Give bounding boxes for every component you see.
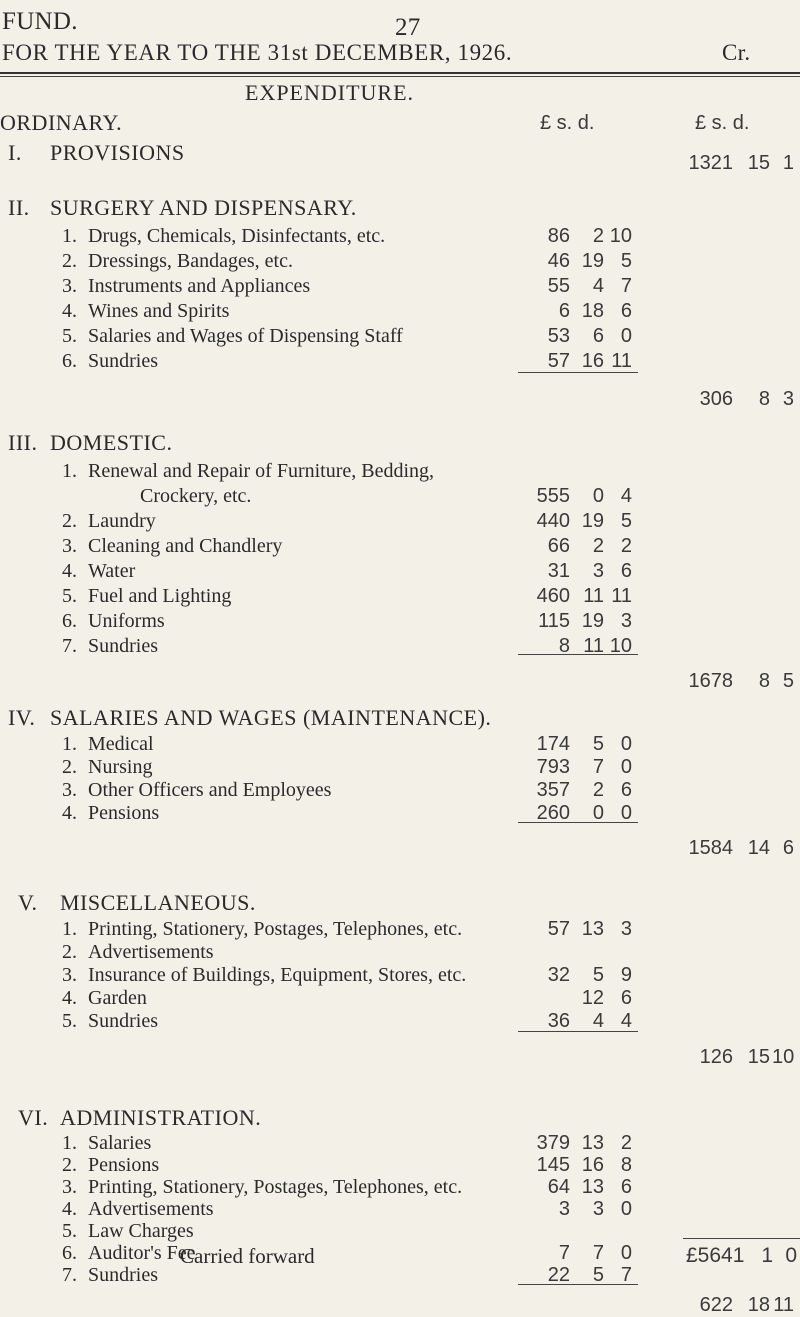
item-number: 1. — [62, 918, 77, 940]
section-title: SURGERY AND DISPENSARY. — [50, 195, 357, 220]
item-amount-pence: 4 — [620, 1010, 632, 1032]
item-amount-shillings: 2 — [592, 535, 604, 557]
item-amount-shillings: 2 — [592, 225, 604, 247]
item-label: Medical — [88, 733, 154, 755]
item-number: 2. — [62, 1154, 77, 1176]
section-numeral: II. — [8, 195, 30, 220]
item-number: 4. — [62, 1198, 77, 1220]
subtotal-rule — [518, 822, 638, 823]
item-amount-shillings: 11 — [583, 635, 604, 657]
subtotal-rule — [518, 1284, 638, 1285]
item-number: 2. — [62, 250, 77, 272]
section-numeral: VI. — [18, 1105, 49, 1130]
item-amount-shillings: 5 — [592, 964, 604, 986]
item-label: Printing, Stationery, Postages, Telephones, etc. — [88, 1176, 463, 1198]
item-number: 3. — [62, 275, 77, 297]
item-amount-shillings: 7 — [592, 1242, 604, 1264]
expenditure-heading: EXPENDITURE. — [245, 80, 415, 105]
item-number: 1. — [62, 733, 77, 755]
footer-rule — [683, 1238, 800, 1239]
item-amount-pence: 0 — [620, 1198, 632, 1220]
item-label-continued: Crockery, etc. — [140, 485, 252, 507]
section-numeral: V. — [18, 890, 38, 915]
carried-forward-pounds: £5641 — [686, 1244, 745, 1267]
item-amount-pounds: 22 — [547, 1264, 570, 1286]
section-numeral: IV. — [8, 705, 36, 730]
section-total-pence: 6 — [782, 837, 794, 859]
item-amount-shillings: 4 — [592, 1010, 604, 1032]
item-amount-shillings: 13 — [581, 918, 604, 940]
item-amount-shillings: 18 — [581, 300, 604, 322]
section-total-pounds: 1678 — [688, 670, 733, 692]
item-amount-pounds: 36 — [547, 1010, 570, 1032]
item-label: Pensions — [88, 802, 160, 824]
item-number: 2. — [62, 941, 77, 963]
item-amount-pence: 6 — [620, 987, 632, 1009]
item-label: Sundries — [88, 635, 158, 657]
item-amount-shillings: 5 — [592, 1264, 604, 1286]
section-title: ADMINISTRATION. — [60, 1105, 262, 1130]
section-total-pounds: 306 — [699, 388, 733, 410]
item-amount-pence: 0 — [620, 1242, 632, 1264]
item-number: 1. — [62, 460, 77, 482]
item-amount-pounds: 7 — [558, 1242, 570, 1264]
item-amount-shillings: 7 — [592, 756, 604, 778]
item-label: Advertisements — [88, 1198, 214, 1220]
item-number: 5. — [62, 1220, 77, 1242]
item-label: Fuel and Lighting — [88, 585, 232, 607]
item-number: 2. — [62, 510, 77, 532]
item-label: Sundries — [88, 350, 158, 372]
item-number: 7. — [62, 635, 77, 657]
item-label: Salaries and Wages of Dispensing Staff — [88, 325, 403, 347]
item-label: Auditor's Fee — [88, 1242, 196, 1264]
section-total-pounds: 126 — [699, 1046, 733, 1068]
item-amount-shillings: 13 — [581, 1176, 604, 1198]
item-number: 6. — [62, 1242, 77, 1264]
item-amount-shillings: 3 — [592, 560, 604, 582]
item-label: Advertisements — [88, 941, 214, 963]
item-amount-shillings: 13 — [581, 1132, 604, 1154]
item-amount-pounds: 6 — [558, 300, 570, 322]
section-total-pence: 3 — [782, 388, 794, 410]
section-total-pounds: 622 — [699, 1294, 733, 1316]
item-amount-shillings: 2 — [592, 779, 604, 801]
item-amount-pence: 0 — [620, 325, 632, 347]
item-amount-pounds: 174 — [536, 733, 570, 755]
item-number: 5. — [62, 1010, 77, 1032]
item-number: 6. — [62, 610, 77, 632]
item-number: 5. — [62, 585, 77, 607]
item-label: Dressings, Bandages, etc. — [88, 250, 293, 272]
item-amount-pounds: 46 — [547, 250, 570, 272]
item-amount-pounds: 115 — [538, 610, 570, 632]
item-number: 3. — [62, 964, 77, 986]
section-title: DOMESTIC. — [50, 430, 173, 455]
subtotal-rule — [518, 372, 638, 373]
item-label: Garden — [88, 987, 147, 1009]
item-amount-pounds: 460 — [536, 585, 570, 607]
column-heading-totals: £ s. d. — [695, 112, 750, 134]
item-label: Printing, Stationery, Postages, Telephones, etc. — [88, 918, 463, 940]
section-total-pence: 11 — [773, 1294, 794, 1316]
item-amount-pence: 6 — [620, 560, 632, 582]
section-numeral: I. — [8, 140, 22, 165]
period-title: FOR THE YEAR TO THE 31st DECEMBER, 1926. — [2, 40, 513, 65]
item-amount-shillings: 5 — [592, 733, 604, 755]
item-amount-shillings: 11 — [583, 585, 604, 607]
item-amount-pence: 10 — [609, 225, 632, 247]
item-amount-pounds: 440 — [536, 510, 570, 532]
item-number: 7. — [62, 1264, 77, 1286]
item-amount-pounds: 53 — [547, 325, 570, 347]
item-amount-pounds: 8 — [558, 635, 570, 657]
item-label: Renewal and Repair of Furniture, Bedding, — [88, 460, 435, 482]
item-number: 1. — [62, 1132, 77, 1154]
section-total-pounds: 1321 — [688, 152, 733, 174]
item-amount-pence: 10 — [609, 635, 632, 657]
item-amount-pounds: 31 — [547, 560, 570, 582]
item-amount-pence: 5 — [620, 510, 632, 532]
item-amount-pounds: 793 — [536, 756, 570, 778]
item-amount-pence: 2 — [620, 535, 632, 557]
item-label: Salaries — [88, 1132, 152, 1154]
ordinary-heading: ORDINARY. — [0, 110, 123, 135]
item-amount-pence: 11 — [611, 350, 632, 372]
item-number: 3. — [62, 1176, 77, 1198]
item-amount-pence: 6 — [620, 779, 632, 801]
item-amount-shillings: 6 — [592, 325, 604, 347]
item-label: Laundry — [88, 510, 156, 532]
item-amount-pounds: 55 — [547, 275, 570, 297]
item-amount-pounds: 379 — [536, 1132, 570, 1154]
item-label: Pensions — [88, 1154, 160, 1176]
carried-forward-pence: 0 — [785, 1244, 797, 1267]
item-amount-pence: 6 — [620, 300, 632, 322]
item-number: 2. — [62, 756, 77, 778]
item-amount-pounds: 260 — [536, 802, 570, 824]
fund-heading: FUND. — [2, 8, 78, 35]
item-number: 6. — [62, 350, 77, 372]
item-number: 3. — [62, 535, 77, 557]
item-number: 4. — [62, 987, 77, 1009]
item-number: 4. — [62, 300, 77, 322]
section-total-pence: 5 — [782, 670, 794, 692]
item-label: Cleaning and Chandlery — [88, 535, 283, 557]
page-number: 27 — [395, 14, 421, 41]
item-label: Drugs, Chemicals, Disinfectants, etc. — [88, 225, 386, 247]
item-amount-shillings: 4 — [592, 275, 604, 297]
section-total-pence: 10 — [772, 1046, 795, 1068]
section-total-shillings: 15 — [747, 1046, 770, 1068]
item-amount-shillings: 16 — [581, 350, 604, 372]
item-amount-pounds: 57 — [547, 918, 570, 940]
item-amount-shillings: 19 — [581, 610, 604, 632]
item-amount-pounds: 32 — [547, 964, 570, 986]
item-amount-pence: 9 — [620, 964, 632, 986]
section-title: SALARIES AND WAGES (MAINTENANCE). — [50, 705, 492, 730]
item-label: Law Charges — [88, 1220, 194, 1242]
section-total-pounds: 1584 — [688, 837, 733, 859]
subtotal-rule — [518, 1031, 638, 1032]
item-label: Nursing — [88, 756, 153, 778]
section-total-shillings: 8 — [758, 670, 770, 692]
item-amount-shillings: 19 — [581, 250, 604, 272]
item-amount-pence: 8 — [620, 1154, 632, 1176]
item-amount-pounds: 64 — [547, 1176, 570, 1198]
item-number: 5. — [62, 325, 77, 347]
section-total-shillings: 14 — [747, 837, 770, 859]
item-amount-pence: 2 — [620, 1132, 632, 1154]
item-label: Water — [88, 560, 136, 582]
item-label: Sundries — [88, 1264, 158, 1286]
carried-forward-shillings: 1 — [761, 1244, 773, 1267]
item-label: Other Officers and Employees — [88, 779, 332, 801]
item-amount-pounds: 57 — [547, 350, 570, 372]
item-amount-pounds: 86 — [547, 225, 570, 247]
item-amount-pounds: 555 — [536, 485, 570, 507]
item-amount-pence: 11 — [611, 585, 632, 607]
item-amount-pence: 3 — [620, 918, 632, 940]
item-amount-pence: 7 — [620, 1264, 632, 1286]
item-amount-shillings: 16 — [581, 1154, 604, 1176]
item-amount-pounds: 3 — [558, 1198, 570, 1220]
item-number: 1. — [62, 225, 77, 247]
section-title: MISCELLANEOUS. — [60, 890, 256, 915]
header-rule — [0, 72, 800, 74]
item-amount-shillings: 0 — [592, 485, 604, 507]
item-label: Sundries — [88, 1010, 158, 1032]
item-label: Instruments and Appliances — [88, 275, 311, 297]
item-amount-pounds: 357 — [536, 779, 570, 801]
section-total-shillings: 8 — [758, 388, 770, 410]
item-amount-pence: 0 — [620, 733, 632, 755]
column-heading-items: £ s. d. — [540, 112, 595, 134]
item-label: Uniforms — [88, 610, 165, 632]
section-total-pence: 1 — [782, 152, 794, 174]
section-total-shillings: 18 — [747, 1294, 770, 1316]
item-number: 4. — [62, 560, 77, 582]
item-amount-shillings: 3 — [592, 1198, 604, 1220]
header-rule-thin — [0, 76, 800, 77]
item-amount-pence: 5 — [620, 250, 632, 272]
item-amount-pence: 4 — [620, 485, 632, 507]
section-title: PROVISIONS — [50, 140, 185, 165]
item-number: 3. — [62, 779, 77, 801]
item-amount-pence: 0 — [620, 802, 632, 824]
subtotal-rule — [518, 654, 638, 655]
item-amount-pence: 6 — [620, 1176, 632, 1198]
item-amount-shillings: 12 — [581, 987, 604, 1009]
credit-side: Cr. — [722, 40, 751, 65]
item-amount-pence: 3 — [620, 610, 632, 632]
carried-forward-label: Carried forward — [180, 1244, 315, 1268]
item-label: Wines and Spirits — [88, 300, 230, 322]
item-amount-pence: 7 — [620, 275, 632, 297]
item-amount-shillings: 19 — [581, 510, 604, 532]
item-amount-pence: 0 — [620, 756, 632, 778]
section-numeral: III. — [8, 430, 38, 455]
item-label: Insurance of Buildings, Equipment, Stores, etc. — [88, 964, 467, 986]
item-amount-shillings: 0 — [592, 802, 604, 824]
section-total-shillings: 15 — [747, 152, 770, 174]
item-number: 4. — [62, 802, 77, 824]
item-amount-pounds: 145 — [536, 1154, 570, 1176]
item-amount-pounds: 66 — [547, 535, 570, 557]
